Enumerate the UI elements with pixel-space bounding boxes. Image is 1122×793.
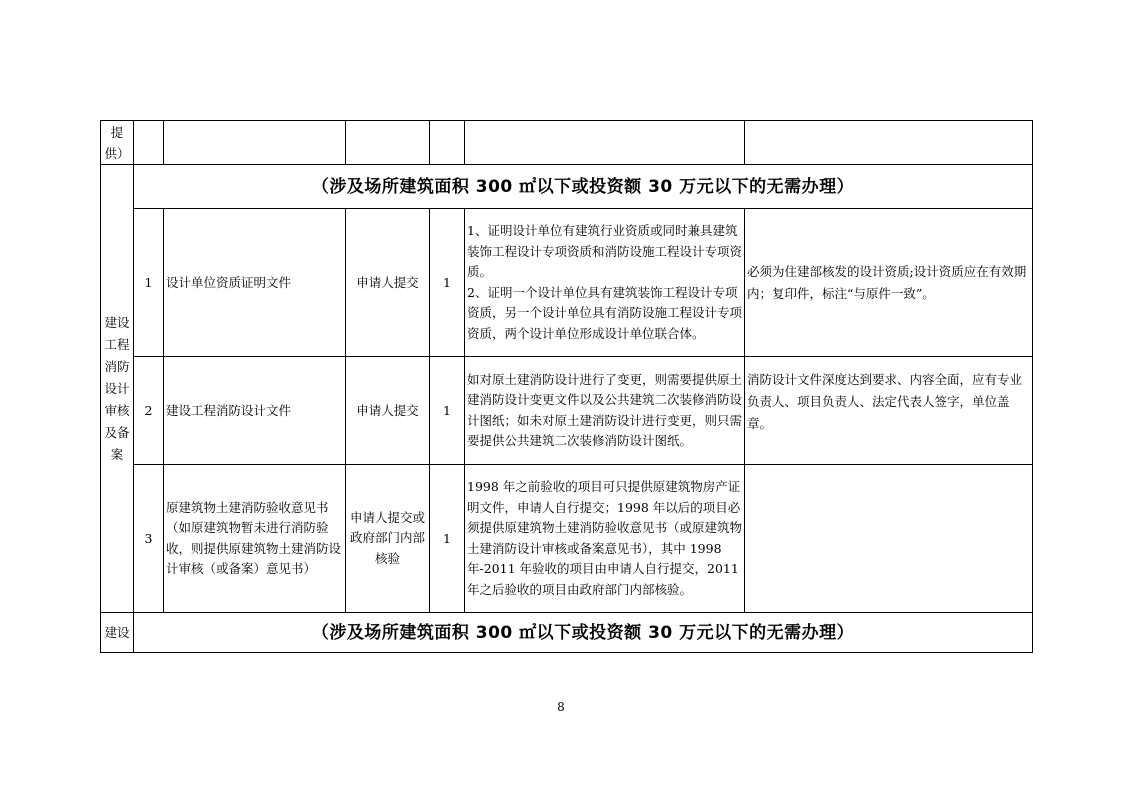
empty-cell	[745, 121, 1033, 165]
notice-row	[101, 613, 1033, 653]
material-description: 1998 年之前验收的项目可只提供原建筑物房产证明文件，申请人自行提交；1998 年以后的项目必须提供原建筑物土建消防验收意见书（或原建筑物土建消防设计审核或备案意见书），其中 1998 年-2011 年验收的项目由申请人自行提交，2011 年之后验收的项目由政府部门内部核验。	[465, 465, 745, 613]
material-description: 如对原土建消防设计进行了变更，则需要提供原土建消防设计变更文件以及公共建筑二次装修消防设计图纸；如未对原土建消防设计进行变更，则只需要提供公共建筑二次装修消防设计图纸。	[465, 357, 745, 465]
empty-cell	[164, 121, 346, 165]
material-description: 1、证明设计单位有建筑行业资质或同时兼具建筑装饰工程设计专项资质和消防设施工程设计专项资质。 2、证明一个设计单位具有建筑装饰工程设计专项资质，另一个设计单位具有消防设施工程设计专项资质，两个设计单位形成设计单位联合体。	[465, 209, 745, 357]
material-name: 设计单位资质证明文件	[164, 209, 346, 357]
row-number: 2	[134, 357, 164, 465]
material-quantity: 1	[430, 465, 465, 613]
requirements-table	[100, 120, 1033, 653]
material-quantity: 1	[430, 357, 465, 465]
empty-cell	[346, 121, 430, 165]
material-remark	[745, 465, 1033, 613]
category-label: 建设 工程 消防 设计 审核 及备 案	[101, 165, 134, 613]
material-source: 申请人提交	[346, 209, 430, 357]
material-name: 建设工程消防设计文件	[164, 357, 346, 465]
table-row	[101, 357, 1033, 465]
exemption-notice: （涉及场所建筑面积 300 ㎡以下或投资额 30 万元以下的无需办理）	[134, 165, 1033, 209]
material-source: 申请人提交或政府部门内部核验	[346, 465, 430, 613]
row-number: 1	[134, 209, 164, 357]
empty-cell	[430, 121, 465, 165]
table-row	[101, 209, 1033, 357]
material-remark: 消防设计文件深度达到要求、内容全面，应有专业负责人、项目负责人、法定代表人签字，单位盖章。	[745, 357, 1033, 465]
table-row	[101, 465, 1033, 613]
continued-row	[101, 121, 1033, 165]
empty-cell	[134, 121, 164, 165]
page-number: 8	[557, 700, 565, 714]
material-source: 申请人提交	[346, 357, 430, 465]
continued-category-cell: 提 供）	[101, 121, 134, 165]
material-quantity: 1	[430, 209, 465, 357]
material-name: 原建筑物土建消防验收意见书（如原建筑物暂未进行消防验收，则提供原建筑物土建消防设计审核（或备案）意见书）	[164, 465, 346, 613]
category-label: 建设	[101, 613, 134, 653]
notice-row	[101, 165, 1033, 209]
empty-cell	[465, 121, 745, 165]
exemption-notice: （涉及场所建筑面积 300 ㎡以下或投资额 30 万元以下的无需办理）	[134, 613, 1033, 653]
row-number: 3	[134, 465, 164, 613]
material-remark: 必须为住建部核发的设计资质;设计资质应在有效期内；复印件，标注“与原件一致”。	[745, 209, 1033, 357]
